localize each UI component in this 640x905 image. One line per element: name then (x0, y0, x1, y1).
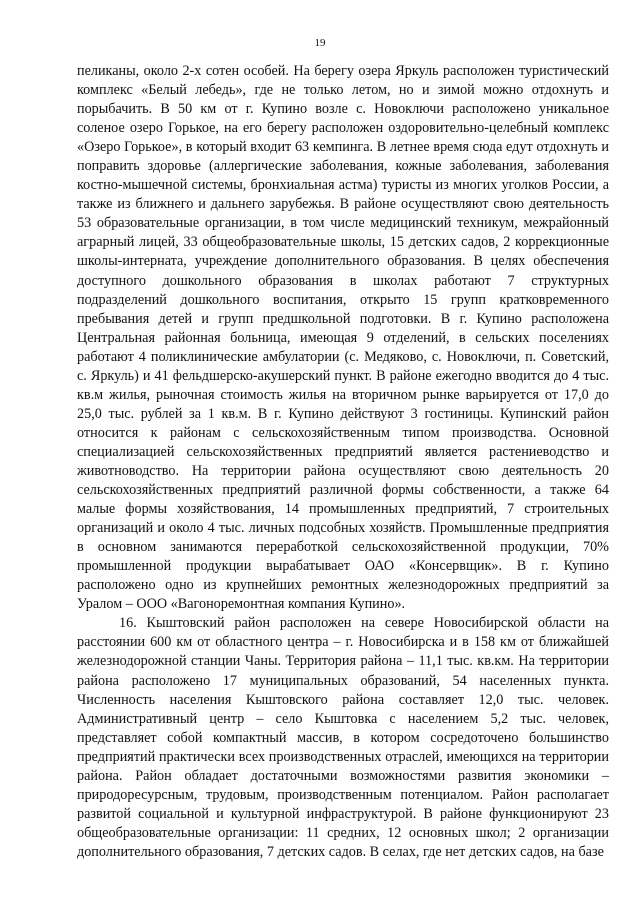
document-body (77, 62, 609, 862)
page-number: 19 (314, 37, 326, 49)
paragraph-kyshtovsky-district: 16. Кыштовский район расположен на севере Новосибирской области на расстоянии 600 км от областного центра – г. Новосибирска и в 158 км от ближайшей железнодорожной станции Чаны. Территория района – 11,1 тыс. кв.км. На территории района расположено 17 муниципальных образований, 54 населенных пункта. Численность населения Кыштовского района составляет 12,0 тыс. человек. Административный центр – село Кыштовка с населением 5,2 тыс. человек, представляет собой компактный массив, в котором сосредоточено большинство предприятий практически всех производственных отраслей, имеющихся на территории района. Район обладает достаточными возможностями развития экономики – природоресурсным, трудовым, производственным потенциалом. Район располагает развитой социальной и культурной инфраструктурой. В районе функционируют 23 общеобразовательные организации: 11 средних, 12 основных школ; 2 организации дополнительного образования, 7 детских садов. В селах, где нет детских садов, на базе (77, 615, 609, 860)
paragraph-continuation: пеликаны, около 2-х сотен особей. На берегу озера Яркуль расположен туристический комплекс «Белый лебедь», где не только летом, но и зимой можно отдохнуть и порыбачить. В 50 км от г. Купино возле с. Новоключи расположено уникальное соленое озеро Горькое, на его берегу расположен оздоровительно-целебный комплекс «Озеро Горькое», в который входит 63 кемпинга. В летнее время сюда едут отдохнуть и поправить здоровье (аллергические заболевания, кожные заболевания, заболевания костно-мышечной системы, бронхиальная астма) туристы из многих уголков России, а также из ближнего и дальнего зарубежья. В районе осуществляют свою деятельность 53 образовательные организации, в том числе медицинский техникум, межрайонный аграрный лицей, 33 общеобразовательные школы, 15 детских садов, 2 коррекционные школы-интерната, учреждение дополнительного образования. В целях обеспечения доступного дошкольного образования в школах работают 7 структурных подразделений дошкольного воспитания, открыто 15 групп кратковременного пребывания детей и групп предшкольной подготовки. В г. Купино расположена Центральная районная больница, имеющая 9 отделений, в сельских поселениях работают 4 поликлинические амбулатории (с. Медяково, с. Новоключи, п. Советский, с. Яркуль) и 41 фельдшерско-акушерский пункт. В районе ежегодно вводится до 4 тыс. кв.м жилья, рыночная стоимость жилья на вторичном рынке варьируется от 17,0 до 25,0 тыс. рублей за 1 кв.м. В г. Купино действуют 3 гостиницы. Купинский район относится к районам с сельскохозяйственным типом производства. Основной специализацией сельскохозяйственных предприятий является растениеводство и животноводство. На территории района осуществляют свою деятельность 20 сельскохозяйственных предприятий различной формы собственности, а также 64 малые формы хозяйствования, 14 промышленных предприятий, 7 строительных организаций и около 4 тыс. личных подсобных хозяйств. Промышленные предприятия в основном занимаются переработкой сельскохозяйственной продукции, 70% промышленной продукции вырабатывает ОАО «Консервщик». В г. Купино расположено одно из крупнейших ремонтных железнодорожных предприятий за Уралом – ООО «Вагоноремонтная компания Купино». (77, 63, 609, 613)
